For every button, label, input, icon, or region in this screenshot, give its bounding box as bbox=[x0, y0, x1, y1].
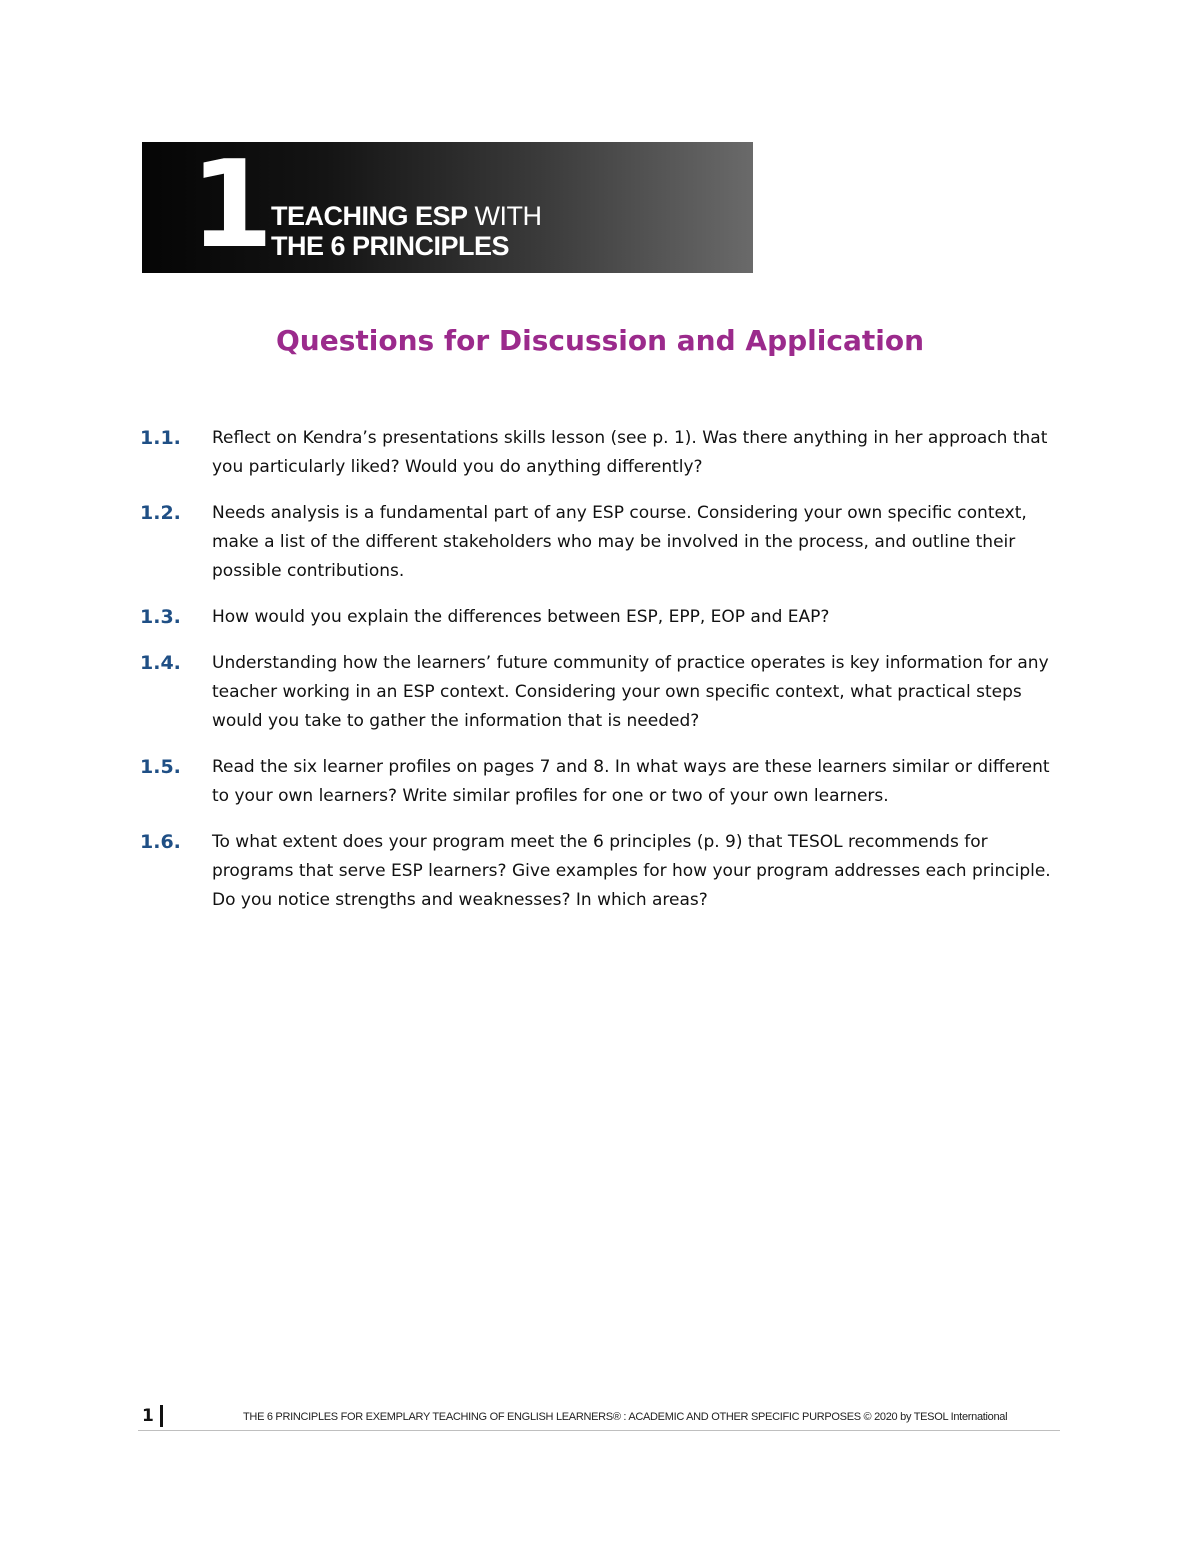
chapter-banner bbox=[142, 136, 753, 275]
footer-rule bbox=[138, 1430, 1060, 1431]
question-item bbox=[140, 603, 1060, 632]
page-number: 1 bbox=[142, 1406, 154, 1426]
footer-divider bbox=[160, 1405, 163, 1427]
question-list bbox=[140, 424, 1060, 932]
question-item bbox=[140, 499, 1060, 586]
question-number: 1.4. bbox=[140, 652, 181, 674]
question-item bbox=[140, 753, 1060, 811]
page-heading: Questions for Discussion and Application bbox=[275, 324, 925, 357]
question-number: 1.5. bbox=[140, 756, 181, 778]
question-text: Reflect on Kendra’s presentations skills lesson (see p. 1). Was there anything in her approach that you particularly liked? Would you do anything differently? bbox=[212, 428, 1048, 477]
chapter-title-line2-text: THE 6 PRINCIPLES bbox=[271, 231, 510, 261]
question-text: Read the six learner profiles on pages 7 and 8. In what ways are these learners similar or different to your own learners? Write similar profiles for one or two of your own learners. bbox=[212, 757, 1050, 806]
chapter-title-light: WITH bbox=[474, 201, 542, 231]
question-number: 1.6. bbox=[140, 831, 181, 853]
question-text: Needs analysis is a fundamental part of any ESP course. Considering your own specific context, make a list of the different stakeholders who may be involved in the process, and outline their possible contributions. bbox=[212, 503, 1027, 581]
question-item bbox=[140, 828, 1060, 915]
question-number: 1.2. bbox=[140, 502, 181, 524]
chapter-title bbox=[271, 201, 542, 261]
question-text: Understanding how the learners’ future community of practice operates is key information for any teacher working in an ESP context. Considering your own specific context, what practical steps would you take to gather the information that is needed? bbox=[212, 653, 1049, 731]
chapter-title-line1 bbox=[271, 201, 542, 231]
question-number: 1.1. bbox=[140, 427, 181, 449]
chapter-title-bold: TEACHING ESP bbox=[271, 201, 468, 231]
chapter-number: 1 bbox=[190, 136, 270, 275]
question-item bbox=[140, 424, 1060, 482]
question-text: To what extent does your program meet the 6 principles (p. 9) that TESOL recommends for programs that serve ESP learners? Give examples for how your program addresses each principle. Do you notice strengths and weaknesses? In which areas? bbox=[212, 832, 1051, 910]
question-text: How would you explain the differences between ESP, EPP, EOP and EAP? bbox=[212, 607, 830, 627]
question-number: 1.3. bbox=[140, 606, 181, 628]
footer-text: THE 6 PRINCIPLES FOR EXEMPLARY TEACHING OF ENGLISH LEARNERS® : ACADEMIC AND OTHER SPECIFIC PURPOSES © 2020 by TESOL International bbox=[243, 1411, 1008, 1423]
question-item bbox=[140, 649, 1060, 736]
chapter-title-line2 bbox=[271, 231, 542, 261]
